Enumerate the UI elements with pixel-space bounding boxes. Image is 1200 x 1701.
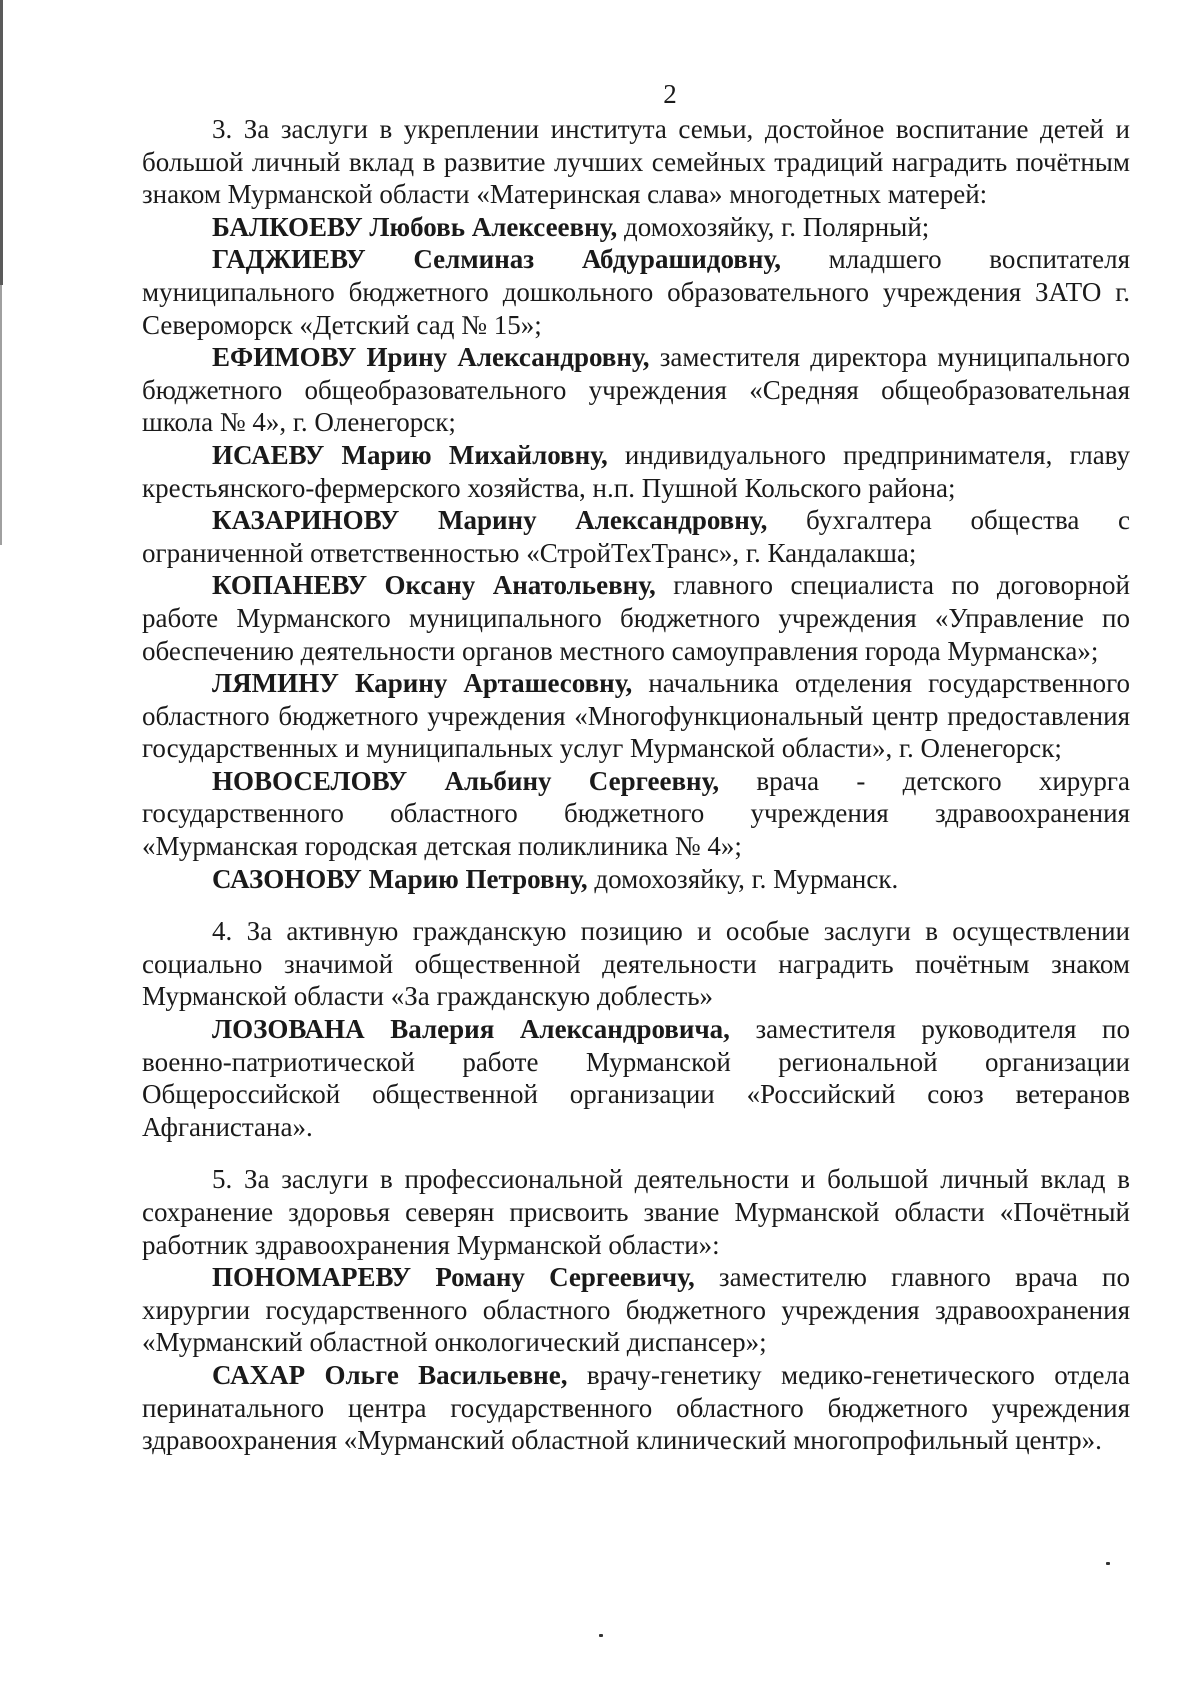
- awardee-description: заместителя директора муниципального бюджетного общеобразовательного учреждения «Средняя общеобразовательная школа № 4», г. Оленегорск;: [142, 342, 1130, 438]
- page-edge-shadow: [0, 285, 2, 545]
- awardee-name: НОВОСЕЛОВУ Альбину Сергеевну,: [212, 765, 720, 796]
- awardee-description: врача - детского хирурга государственного областного бюджетного учреждения здравоохранения «Мурманская городская детская поликлиника № 4»;: [142, 765, 1130, 862]
- awardee-description: домохозяйку, г. Мурманск.: [587, 863, 899, 894]
- awardee-name: КАЗАРИНОВУ Марину Александровну,: [212, 505, 768, 536]
- awardee-entry: [142, 863, 1130, 896]
- awardee-name: САЗОНОВУ Марию Петровну,: [212, 863, 588, 894]
- section-4: [142, 915, 1130, 1143]
- awardee-name: ЛОЗОВАНА Валерия Александровича,: [212, 1014, 730, 1045]
- awardee-description: заместителя руководителя по военно-патриотической работе Мурманской региональной организации Общероссийской общественной организации «Российский союз ветеранов Афганистана».: [142, 1014, 1130, 1142]
- awardee-entry: [142, 1261, 1130, 1359]
- section-intro: 5. За заслуги в профессиональной деятельности и большой личный вклад в сохранение здоровья северян присвоить звание Мурманской области «Почётный работник здравоохранения Мурманской области»:: [142, 1164, 1130, 1260]
- section-3: [142, 113, 1130, 895]
- awardee-entry: [142, 569, 1130, 667]
- page-edge-shadow: [0, 0, 3, 285]
- document-body: [142, 113, 1130, 1457]
- awardee-entry: [142, 341, 1130, 439]
- awardee-description: главного специалиста по договорной работе Мурманского муниципального бюджетного учреждения «Управление по обеспечению деятельности органов местного самоуправления города Мурманска»;: [142, 570, 1130, 666]
- paragraph-spacer: [142, 1143, 1130, 1163]
- scan-speck: [1106, 1562, 1110, 1565]
- awardee-name: ГАДЖИЕВУ Селминаз Абдурашидовну,: [212, 244, 781, 275]
- section-intro: 3. За заслуги в укреплении института семьи, достойное воспитание детей и большой личный вклад в развитие лучших семейных традиций наградить почётным знаком Мурманской области «Материнская слава» многодетных матерей:: [142, 114, 1130, 210]
- awardee-description: начальника отделения государственного областного бюджетного учреждения «Многофункциональный центр предоставления государственных и муниципальных услуг Мурманской области», г. Оленегорск;: [142, 668, 1131, 764]
- awardee-entry: [142, 439, 1130, 504]
- awardee-name: ПОНОМАРЕВУ Роману Сергеевичу,: [212, 1262, 695, 1293]
- section-intro: 4. За активную гражданскую позицию и особые заслуги в осуществлении социально значимой общественной деятельности наградить почётным знаком Мурманской области «За гражданскую доблесть»: [142, 916, 1130, 1012]
- paragraph-spacer: [142, 895, 1130, 915]
- awardee-name: ИСАЕВУ Марию Михайловну,: [212, 439, 608, 470]
- page-number: 2: [663, 79, 677, 109]
- awardee-description: врачу-генетику медико-генетического отдела перинатального центра государственного областного бюджетного учреждения здравоохранения «Мурманский областной клинический многопрофильный центр».: [142, 1359, 1131, 1456]
- awardee-description: бухгалтера общества с ограниченной ответственностью «СтройТехТранс», г. Кандалакша;: [142, 505, 1130, 568]
- awardee-description: домохозяйку, г. Полярный;: [617, 211, 930, 242]
- awardee-description: индивидуального предпринимателя, главу крестьянского-фермерского хозяйства, н.п. Пушной Кольского района;: [142, 439, 1131, 503]
- awardee-entry: [142, 243, 1130, 341]
- scan-speck: [599, 1634, 603, 1637]
- awardee-entry: [142, 1013, 1130, 1143]
- awardee-name: КОПАНЕВУ Оксану Анатольевну,: [212, 570, 656, 601]
- awardee-name: ЕФИМОВУ Ирину Александровну,: [212, 342, 650, 373]
- awardee-entry: [142, 765, 1130, 863]
- awardee-entry: [142, 1359, 1130, 1457]
- awardee-name: САХАР Ольге Васильевне,: [212, 1359, 568, 1390]
- awardee-description: младшего воспитателя муниципального бюджетного дошкольного образовательного учреждения ЗАТО г. Североморск «Детский сад № 15»;: [142, 244, 1131, 340]
- awardee-entry: [142, 211, 1130, 244]
- section-5: [142, 1163, 1130, 1456]
- awardee-description: заместителю главного врача по хирургии государственного областного бюджетного учреждения здравоохранения «Мурманский областной онкологический диспансер»;: [142, 1262, 1130, 1358]
- awardee-name: ЛЯМИНУ Карину Арташесовну,: [212, 668, 633, 699]
- awardee-name: БАЛКОЕВУ Любовь Алексеевну,: [212, 211, 618, 242]
- awardee-entry: [142, 504, 1130, 569]
- awardee-entry: [142, 667, 1130, 765]
